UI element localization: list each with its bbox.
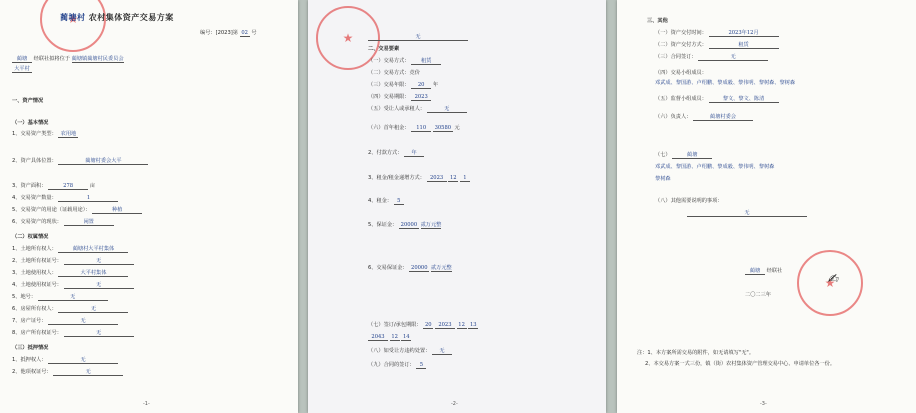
section-asset-info: 一、资产情况 <box>12 98 44 104</box>
field-asset-usage: 5、交易资产的用途（证载用途）： 种植 <box>12 207 142 214</box>
field-land-owner-cert: 2、土地所有权证号： 无 <box>12 258 134 265</box>
section-ownership: （二）权属情况 <box>12 234 49 240</box>
field-trade-period: （四）交易期限： 2023 <box>368 94 431 101</box>
field-meeting-extra: 黎树森 <box>655 176 671 182</box>
field-trade-group-members: 邓武成、黎国游、卢绍鹏、黎成毅、黎伟明、黎树森、黎树森 <box>655 80 796 86</box>
field-mortgagee: 1、抵押权人： 无 <box>12 357 118 364</box>
field-supervision-group: （五）监督小组成员： 黎文、黎文、陈清 <box>655 96 779 103</box>
field-other-notes: （八）其他需要说明的事项： <box>655 198 723 204</box>
field-deposit: 5、保证金： 20000 贰万元整 <box>368 222 442 228</box>
field-land-user: 3、土地使用权人： 大平村集体 <box>12 270 128 277</box>
field-asset-area: 3、资产面积： 278 亩 <box>12 183 95 189</box>
field-contract: （三）合同签订： 无 <box>655 54 768 61</box>
field-contract-term-end: 2043 12 14 <box>368 334 411 341</box>
field-house-owner: 6、房屋所有权人： 无 <box>12 306 128 313</box>
field-lot-number: 5、地号： 无 <box>12 294 108 301</box>
field-other-notes-value: 无 <box>687 210 807 217</box>
intro-line-2: 大平村 <box>12 66 32 73</box>
field-lessee: （五）受让人或承租人： 无 <box>368 106 467 113</box>
field-land-owner: 1、土地所有权人： 蔺塘村大平村集体 <box>12 246 128 253</box>
field-asset-location: 2、资产具体位置： 蔺塘村委会大平 <box>12 158 148 165</box>
field-property-cert: 7、房产证号： 无 <box>12 318 118 325</box>
section-basic-info: （一）基本情况 <box>12 120 49 126</box>
signature-village: 蔺塘 经联社 <box>745 268 782 275</box>
field-rent-increase: 3、租金/租金递增方式： 2023 12 1 <box>368 175 470 182</box>
handwritten-signature: ✍︎ <box>827 272 837 287</box>
field-trade-years: （三）交易年限： 20 年 <box>368 82 439 88</box>
field-delivery-method: （二）资产交付方式： 租赁 <box>655 42 779 49</box>
section-other: 三、其他 <box>647 18 668 24</box>
footnote-2: 2、本交易方案一式三份，镇（街）农村集体资产管理交易中心、申请单位各一份。 <box>645 361 836 367</box>
field-other-rights-cert: 2、他项权证号： 无 <box>12 369 123 376</box>
field-meeting-members: 邓武成、黎国游、卢绍鹏、黎成毅、黎伟明、黎树森 <box>655 164 775 170</box>
field-trade-type: （一）交易方式： 租赁 <box>368 58 441 65</box>
field-payment-method: 2、付款方式： 年 <box>368 150 424 157</box>
document-page-2 <box>308 0 606 413</box>
field-breach-handling: （八）如受让方违约处置： 无 <box>368 348 452 355</box>
document-page-1 <box>0 0 298 413</box>
field-meeting: （七） 蔺塘 <box>655 152 712 159</box>
page-number: -3- <box>760 401 767 407</box>
page-number: -1- <box>143 401 150 407</box>
document-number: 编号：[2023]第 02 号 <box>200 30 257 36</box>
field-contract-term: （七）签订/承包期限： 20 2023 12 13 <box>368 322 477 328</box>
footnote-1: 注：1、本方案所需交易的附件，如无请填写"无"。 <box>637 350 755 356</box>
field-trade-deposit: 6、交易保证金： 20000 贰万元整 <box>368 265 452 271</box>
field-first-year-rent: （六）首年租金： 110 30580 元 <box>368 125 460 131</box>
official-seal-stamp <box>40 0 106 52</box>
intro-line-1: 蔺塘 经联社拟将位于 蔺塘镇蔺塘村民委员会 <box>12 56 124 63</box>
document-title: 农村集体资产交易方案 <box>88 13 174 22</box>
field-responsible: （六）负责人： 蔺塘村委会 <box>655 114 753 121</box>
field-house-owner-cert: 8、房产所有权证号： 无 <box>12 330 134 337</box>
field-delivery-time: （一）资产交付时间： 2023年12月 <box>655 30 779 37</box>
field-asset-quantity: 4、交易资产数量： 1 <box>12 195 118 202</box>
field-asset-status: 6、交易资产的现状： 闲置 <box>12 219 114 226</box>
signature-date: 二〇二三年 <box>745 292 771 298</box>
field-land-user-cert: 4、土地使用权证号： 无 <box>12 282 134 289</box>
field-asset-type: 1、交易资产类型： 农用地 <box>12 131 78 138</box>
village-name-handwritten: 蔺塘村 <box>60 12 86 22</box>
section-trade-elements: 二、交易要素 <box>368 46 400 52</box>
field-trade-group: （四）交易小组成员： <box>655 70 707 76</box>
field-contract-signing: （九）合同的签订： 5 <box>368 362 426 369</box>
page-number: -2- <box>451 401 458 407</box>
section-mortgage: （三）抵押情况 <box>12 345 49 351</box>
field-carryover: 无 <box>368 34 468 41</box>
document-page-3 <box>617 0 916 413</box>
field-trade-method: （二）交易方式：竞价 <box>368 70 420 76</box>
field-rent: 4、租金： 5 <box>368 198 404 205</box>
